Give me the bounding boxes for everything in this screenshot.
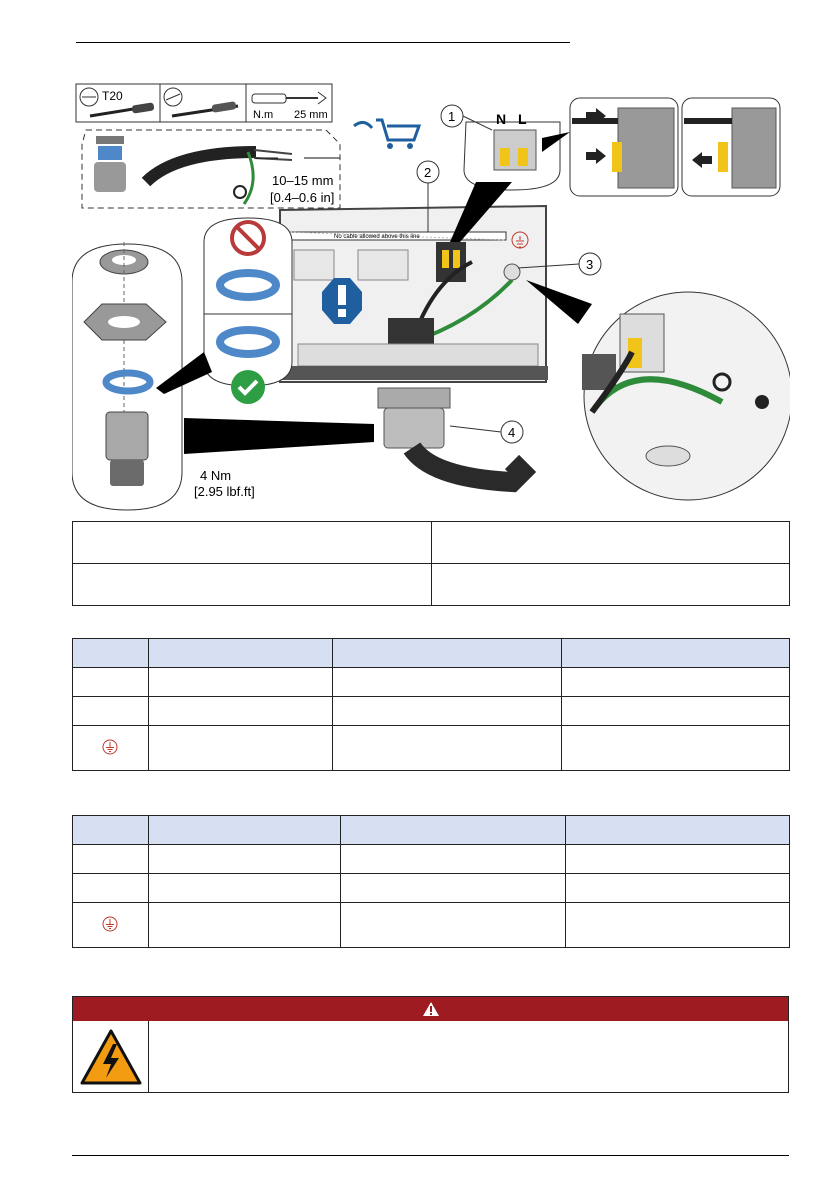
check-icon: [231, 370, 265, 404]
earth-ground-icon: [102, 916, 118, 932]
line-label: L: [518, 111, 527, 127]
column-header: [148, 639, 332, 668]
table-header-row: [73, 816, 790, 845]
table-cell: [148, 874, 340, 903]
table-cell: [148, 668, 332, 697]
legend-cell: [73, 564, 432, 606]
callout-4: [450, 421, 523, 443]
earth-ground-icon: [102, 739, 118, 755]
table-row: [73, 726, 790, 771]
table-cell: [148, 726, 332, 771]
terminal-operation-panels: [542, 98, 780, 196]
table-cell: [562, 668, 790, 697]
controller-enclosure: [278, 206, 548, 382]
terminal-cell: [73, 726, 149, 771]
tools-panel: [76, 84, 332, 122]
torx-size-label: T20: [102, 89, 123, 103]
terminal-cell: [73, 845, 149, 874]
svg-text:2: 2: [424, 165, 432, 180]
table-cell: [566, 874, 790, 903]
column-header: [73, 639, 149, 668]
table-cell: [566, 845, 790, 874]
table-row: [73, 668, 790, 697]
svg-text:4: 4: [508, 425, 516, 440]
header-rule: [76, 42, 570, 43]
terminal-cell: [73, 697, 149, 726]
terminal-cell: [73, 874, 149, 903]
table-row: [73, 697, 790, 726]
table-row: [73, 845, 790, 874]
table-row: [73, 874, 790, 903]
table-row: [73, 903, 790, 948]
table-cell: [332, 668, 562, 697]
column-header: [562, 639, 790, 668]
table-row: [73, 522, 790, 564]
warning-triangle-icon: [422, 1001, 440, 1017]
electrical-hazard-icon: [79, 1028, 143, 1086]
table-cell: [562, 697, 790, 726]
table-header-row: [73, 639, 790, 668]
warning-header-bar: [73, 997, 788, 1021]
terminal-cell: [73, 903, 149, 948]
table-cell: [566, 903, 790, 948]
figure-legend-table: [72, 521, 790, 606]
hazard-warning-box: [72, 996, 789, 1093]
table-cell: [332, 726, 562, 771]
strip-length-mm: 10–15 mm: [272, 173, 334, 188]
table-cell: [332, 697, 562, 726]
table-cell: [148, 697, 332, 726]
svg-text:1: 1: [448, 109, 456, 124]
legend-cell: [73, 522, 432, 564]
neutral-label: N: [496, 111, 507, 127]
table-cell: [562, 726, 790, 771]
shopping-cart-icon: [354, 120, 419, 149]
column-header: [340, 816, 566, 845]
power-wiring-illustration: [72, 82, 790, 512]
column-header: [148, 816, 340, 845]
footer-rule: [72, 1155, 789, 1156]
ground-detail: [526, 280, 790, 500]
parts-detail-box: [82, 130, 340, 208]
callout-wedge-gland: [184, 418, 374, 454]
table-cell: [148, 903, 340, 948]
legend-cell: [431, 564, 790, 606]
warning-icon-cell: [73, 1021, 149, 1092]
strip-length-in: [0.4–0.6 in]: [270, 190, 335, 205]
table-cell: [148, 845, 340, 874]
cable-gland: [378, 388, 522, 482]
table-cell: [340, 874, 566, 903]
wiring-table-1: [72, 638, 790, 771]
column-header: [73, 816, 149, 845]
torque-unit-label: N.m: [253, 109, 274, 121]
wrench-size-label: 25 mm: [294, 109, 328, 121]
column-header: [566, 816, 790, 845]
table-cell: [340, 845, 566, 874]
table-cell: [340, 903, 566, 948]
wiring-table-2: [72, 815, 790, 948]
svg-text:3: 3: [586, 257, 594, 272]
table-row: [73, 564, 790, 606]
column-header: [332, 639, 562, 668]
terminal-cell: [73, 668, 149, 697]
legend-cell: [431, 522, 790, 564]
gasket-check-panel: [204, 218, 292, 404]
torque-value-imperial: [2.95 lbf.ft]: [194, 484, 255, 499]
torque-value: 4 Nm: [200, 468, 232, 483]
cable-limit-text: No cable allowed above this line: [334, 234, 420, 240]
